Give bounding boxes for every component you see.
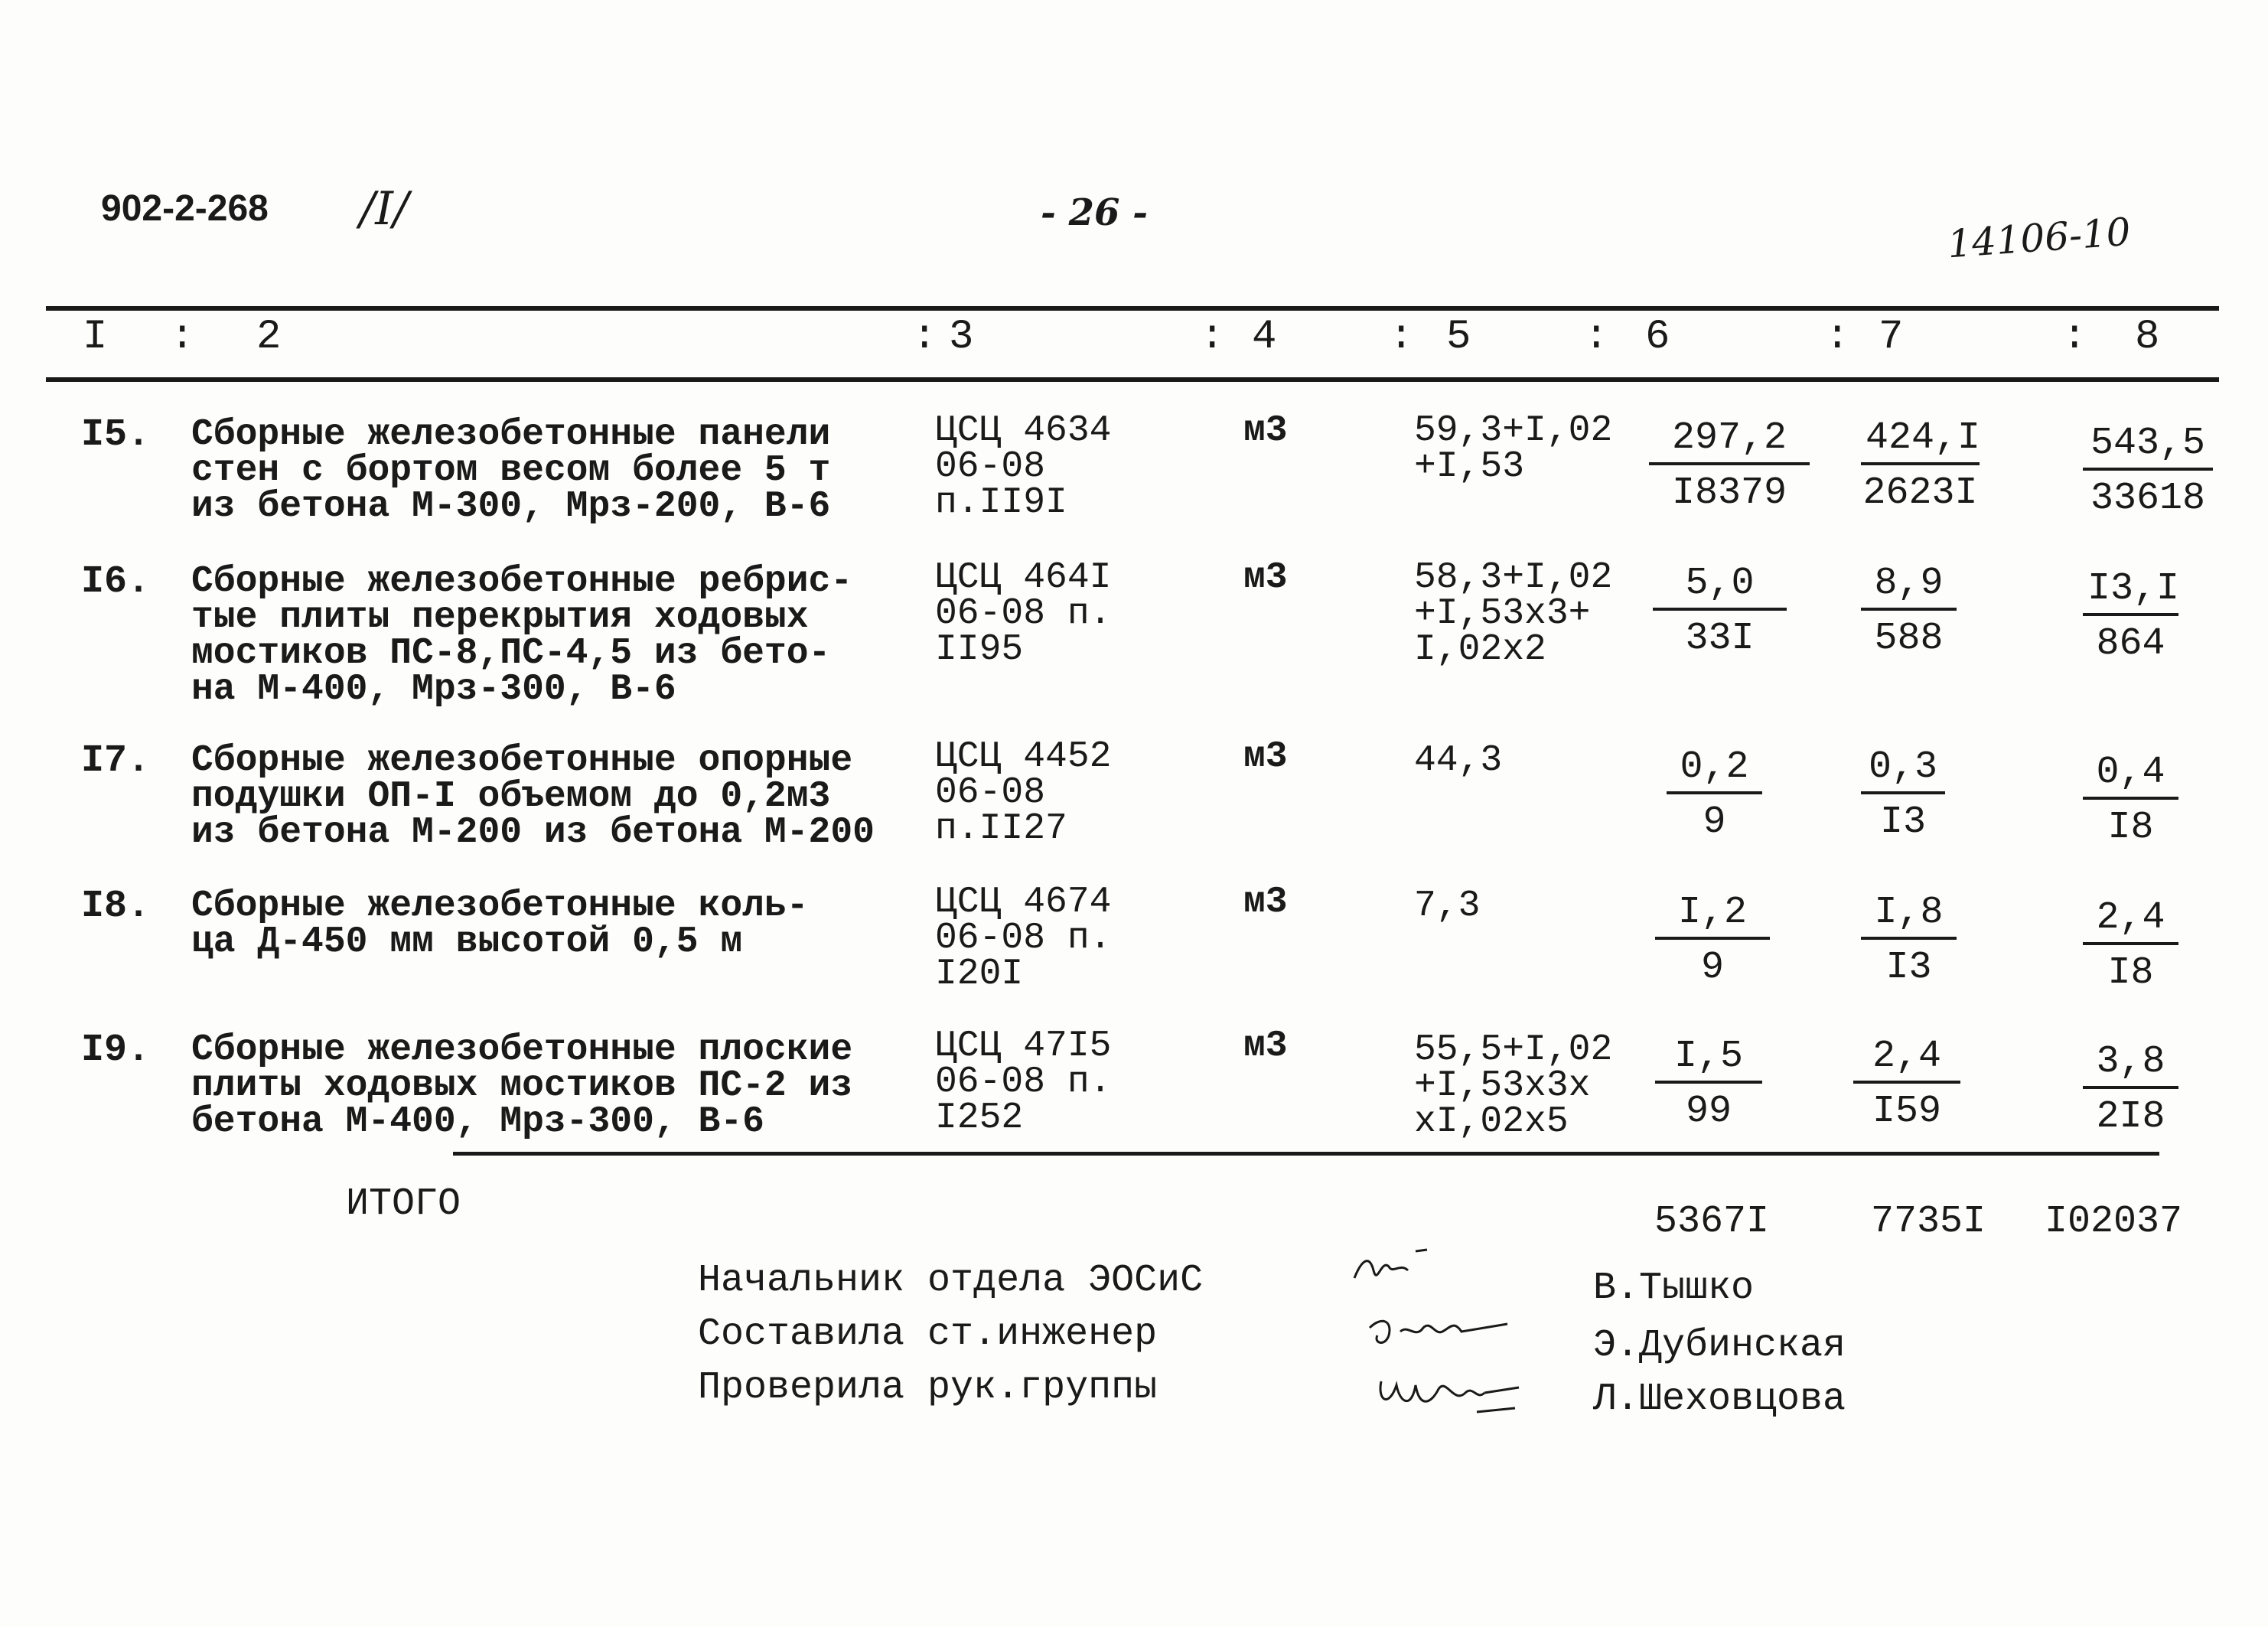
column-header-5: 5 xyxy=(1446,314,1471,360)
row-cost-col8: $\frac{543,5}{33618}$ xyxy=(2083,425,2213,518)
row-cost-col7: $\frac{2,4}{I59}$ xyxy=(1853,1038,1960,1131)
signature-role: Проверила рук.группы xyxy=(698,1366,1158,1410)
document-code: 902-2-268 xyxy=(101,188,269,229)
row-cost-col8: $\frac{2,4}{I8}$ xyxy=(2083,899,2178,993)
total-col6: 5367I xyxy=(1654,1200,1770,1244)
row-price-code: ЦСЦ 4634 06-08 п.II9I xyxy=(935,410,1112,523)
row-unit: м3 xyxy=(1243,882,1288,923)
row-cost-col6: $\frac{I,5}{99}$ xyxy=(1655,1038,1762,1131)
row-description: Сборные железобетонные коль- ца Д-450 мм высотой 0,5 м xyxy=(191,885,809,963)
signature-role: Начальник отдела ЭОСиС xyxy=(698,1259,1204,1303)
row-cost-col8: $\frac{0,4}{I8}$ xyxy=(2083,754,2178,847)
row-unit: м3 xyxy=(1243,736,1288,778)
column-header-6: 6 xyxy=(1645,314,1670,360)
row-number: I7. xyxy=(81,739,151,783)
column-separator: : xyxy=(1584,314,1609,360)
row-description: Сборные железобетонные панели стен с бортом весом более 5 т из бетона М-300, Мрз-200, В-6 xyxy=(191,414,831,527)
column-separator: : xyxy=(1825,314,1850,360)
row-number: I8. xyxy=(81,885,151,928)
row-cost-col7: $\frac{8,9}{588}$ xyxy=(1861,565,1957,658)
column-separator: : xyxy=(170,314,195,360)
table-top-rule xyxy=(46,306,2219,311)
column-separator: : xyxy=(1200,314,1225,360)
row-cost-col8: $\frac{I3,I}{864}$ xyxy=(2083,570,2178,664)
row-cost-col7: $\frac{0,3}{I3}$ xyxy=(1861,748,1945,842)
row-formula: 7,3 xyxy=(1414,885,1481,927)
header-bottom-rule xyxy=(46,377,2219,382)
column-header-3: 3 xyxy=(949,314,974,360)
signature-name: В.Тышко xyxy=(1593,1267,1755,1310)
row-description: Сборные железобетонные ребрис- тые плиты перекрытия ходовых мостиков ПС-8,ПС-4,5 из бето- на М-400, Мрз-300, В-6 xyxy=(191,561,853,710)
row-price-code: ЦСЦ 4674 06-08 п. I20I xyxy=(935,882,1112,995)
row-cost-col6: $\frac{297,2}{I8379}$ xyxy=(1649,419,1810,513)
signature-role: Составила ст.инженер xyxy=(698,1312,1158,1356)
row-formula: 58,3+I,02 +I,53х3+ I,02х2 xyxy=(1414,557,1613,670)
row-cost-col7: $\frac{424,I}{2623I}$ xyxy=(1861,419,1980,513)
handwritten-signature-3 xyxy=(1370,1366,1523,1427)
inventory-number: 14106-10 xyxy=(1946,209,2133,267)
column-separator: : xyxy=(1389,314,1414,360)
handwritten-signature-1 xyxy=(1347,1244,1439,1297)
handwritten-signature-2 xyxy=(1362,1305,1515,1358)
total-col8: I02037 xyxy=(2045,1200,2183,1244)
column-header-1: I xyxy=(83,314,108,360)
row-formula: 55,5+I,02 +I,53х3х хI,02х5 xyxy=(1414,1029,1613,1143)
sheet-label: /I/ xyxy=(360,182,409,236)
signature-name: Э.Дубинская xyxy=(1593,1324,1846,1368)
column-header-8: 8 xyxy=(2135,314,2160,360)
row-formula: 59,3+I,02 +I,53 xyxy=(1414,410,1613,487)
page-number: - 26 - xyxy=(1041,191,1149,234)
row-formula: 44,3 xyxy=(1414,740,1503,781)
row-description: Сборные железобетонные плоские плиты ходовых мостиков ПС-2 из бетона М-400, Мрз-300, В-6 xyxy=(191,1029,853,1143)
row-cost-col6: $\frac{0,2}{9}$ xyxy=(1667,748,1762,842)
row-unit: м3 xyxy=(1243,410,1288,452)
row-cost-col6: $\frac{5,0}{33I}$ xyxy=(1653,565,1787,658)
total-col7: 7735I xyxy=(1871,1200,1986,1244)
column-separator: : xyxy=(912,314,937,360)
row-number: I5. xyxy=(81,413,151,457)
row-number: I6. xyxy=(81,560,151,604)
row-price-code: ЦСЦ 464I 06-08 п. II95 xyxy=(935,557,1112,670)
totals-rule xyxy=(453,1152,2159,1156)
column-header-4: 4 xyxy=(1252,314,1277,360)
row-cost-col6: $\frac{I,2}{9}$ xyxy=(1655,894,1770,987)
totals-label: ИТОГО xyxy=(346,1182,461,1226)
signature-name: Л.Шеховцова xyxy=(1593,1378,1846,1421)
column-header-7: 7 xyxy=(1879,314,1904,360)
row-unit: м3 xyxy=(1243,557,1288,598)
row-unit: м3 xyxy=(1243,1025,1288,1067)
row-cost-col8: $\frac{3,8}{2I8}$ xyxy=(2083,1043,2178,1136)
column-header-2: 2 xyxy=(256,314,282,360)
row-number: I9. xyxy=(81,1029,151,1072)
row-price-code: ЦСЦ 47I5 06-08 п. I252 xyxy=(935,1025,1112,1139)
column-separator: : xyxy=(2062,314,2087,360)
row-price-code: ЦСЦ 4452 06-08 п.II27 xyxy=(935,736,1112,849)
row-description: Сборные железобетонные опорные подушки ОП-I объемом до 0,2м3 из бетона М-200 из бетона М-200 xyxy=(191,740,875,853)
row-cost-col7: $\frac{I,8}{I3}$ xyxy=(1861,894,1957,987)
